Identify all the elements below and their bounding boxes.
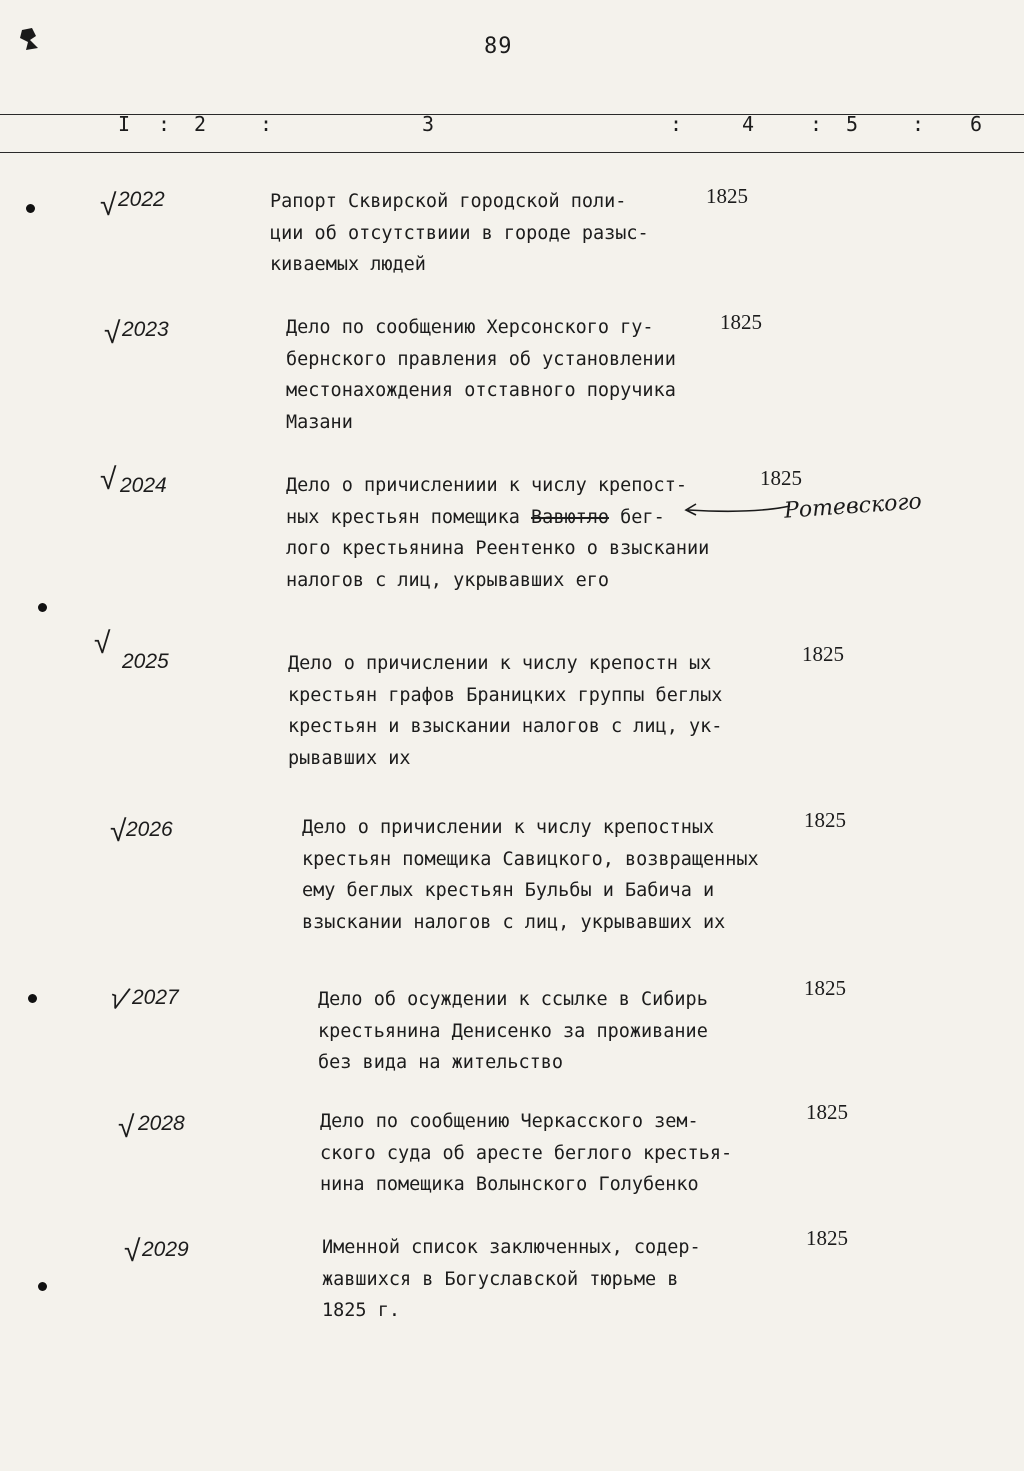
record-number: 2026: [126, 818, 173, 841]
col-sep: :: [810, 112, 823, 136]
record-description: [286, 470, 709, 596]
record-description: [270, 186, 649, 281]
description-line: 1825 г.: [322, 1300, 400, 1321]
record-year: 1825: [802, 642, 844, 666]
record-number: 2024: [120, 474, 167, 497]
record-description: [318, 984, 708, 1079]
description-line: Именной список заключенных, содер-: [322, 1237, 701, 1258]
check-mark-icon: √: [110, 814, 127, 849]
record-number: 2023: [122, 318, 169, 341]
description-line: ему беглых крестьян Бульбы и Бабича и: [302, 880, 715, 901]
check-mark-icon: √: [94, 626, 111, 661]
description-line: [286, 502, 709, 534]
description-line: Дело о причислении к числу крепостн ых: [288, 653, 712, 674]
record-description: [288, 648, 722, 774]
record-number: 2027: [132, 986, 179, 1009]
record-description: [302, 812, 759, 938]
description-line: лого крестьянина Реентенко о взыскании: [286, 538, 710, 559]
col-header-3: 3: [422, 112, 435, 136]
col-sep: :: [912, 112, 925, 136]
description-line: Рапорт Сквирской городской поли-: [270, 191, 627, 212]
record-description: [322, 1232, 701, 1327]
record-year: 1825: [720, 310, 762, 334]
check-mark-icon: √: [100, 462, 117, 497]
col-sep: :: [670, 112, 683, 136]
description-line: ции об отсутствиии в городе разыс-: [270, 222, 649, 244]
record-number: 2025: [122, 650, 169, 673]
description-line: рывавших их: [288, 747, 411, 769]
check-mark-icon: √: [104, 316, 121, 351]
record-year: 1825: [806, 1226, 848, 1250]
description-line-part: ных крестьян помещика: [286, 506, 520, 528]
description-line: Дело об осуждении к ссылке в Сибирь: [318, 989, 708, 1010]
record-number: 2028: [138, 1112, 185, 1135]
description-line: киваемых людей: [270, 254, 426, 275]
record-year: 1825: [804, 976, 846, 1000]
record-number: 2022: [118, 188, 165, 211]
margin-dot: [38, 1282, 47, 1291]
col-header-1: I: [118, 112, 131, 136]
description-line: бернского правления об установлении: [286, 348, 676, 370]
description-line: крестьян графов Браницких группы беглых: [288, 684, 723, 706]
check-mark-icon: √: [104, 980, 132, 1019]
record-description: [320, 1106, 732, 1201]
description-line: без вида на жительство: [318, 1052, 564, 1073]
check-mark-icon: √: [124, 1234, 141, 1269]
record-number: 2029: [142, 1238, 189, 1261]
record-year: 1825: [706, 184, 748, 208]
col-sep: :: [260, 112, 273, 136]
record-year: 1825: [804, 808, 846, 832]
col-header-4: 4: [742, 112, 755, 136]
margin-dot: [38, 603, 47, 612]
description-line: крестьянина Денисенко за проживание: [318, 1020, 708, 1042]
record-description: [286, 312, 676, 438]
description-line-part: бег-: [609, 506, 665, 528]
description-line: взыскании налогов с лиц, укрывавших их: [302, 911, 726, 933]
col-sep: :: [158, 112, 171, 136]
description-line: Дело по сообщению Черкасского зем-: [320, 1111, 699, 1132]
struck-out-word: Вавютло: [531, 506, 610, 528]
check-mark-icon: √: [118, 1110, 135, 1145]
description-line: жавшихся в Богуславской тюрьме в: [322, 1268, 679, 1290]
description-line: Дело о причислении к числу крепостных: [302, 817, 715, 838]
margin-dot: [28, 994, 37, 1003]
description-line: Мазани: [286, 411, 353, 433]
description-line: местонахождения отставного поручика: [286, 380, 676, 401]
col-header-6: 6: [970, 112, 983, 136]
description-line: крестьян и взыскании налогов с лиц, ук-: [288, 716, 723, 737]
description-line: крестьян помещика Савицкого, возвращенных: [302, 848, 759, 870]
table-header-rule: [0, 152, 1024, 153]
description-line: нина помещика Волынского Голубенко: [320, 1174, 699, 1195]
record-year: 1825: [760, 466, 802, 490]
page-number: 89: [484, 34, 513, 59]
check-mark-icon: √: [100, 188, 117, 223]
margin-dot: [26, 204, 35, 213]
description-line: налогов с лиц, укрывавших его: [286, 569, 610, 591]
insertion-arrow-icon: [682, 498, 792, 518]
column-header-row: [0, 110, 1024, 150]
description-line: Дело по сообщению Херсонского гу-: [286, 317, 654, 338]
description-line: ского суда об аресте беглого крестья-: [320, 1142, 733, 1164]
record-year: 1825: [806, 1100, 848, 1124]
description-line: Дело о причислениии к числу крепост-: [286, 475, 687, 496]
ink-blot-mark: [18, 26, 40, 52]
col-header-5: 5: [846, 112, 859, 136]
handwritten-insertion: Ротевского: [783, 489, 923, 524]
col-header-2: 2: [194, 112, 207, 136]
